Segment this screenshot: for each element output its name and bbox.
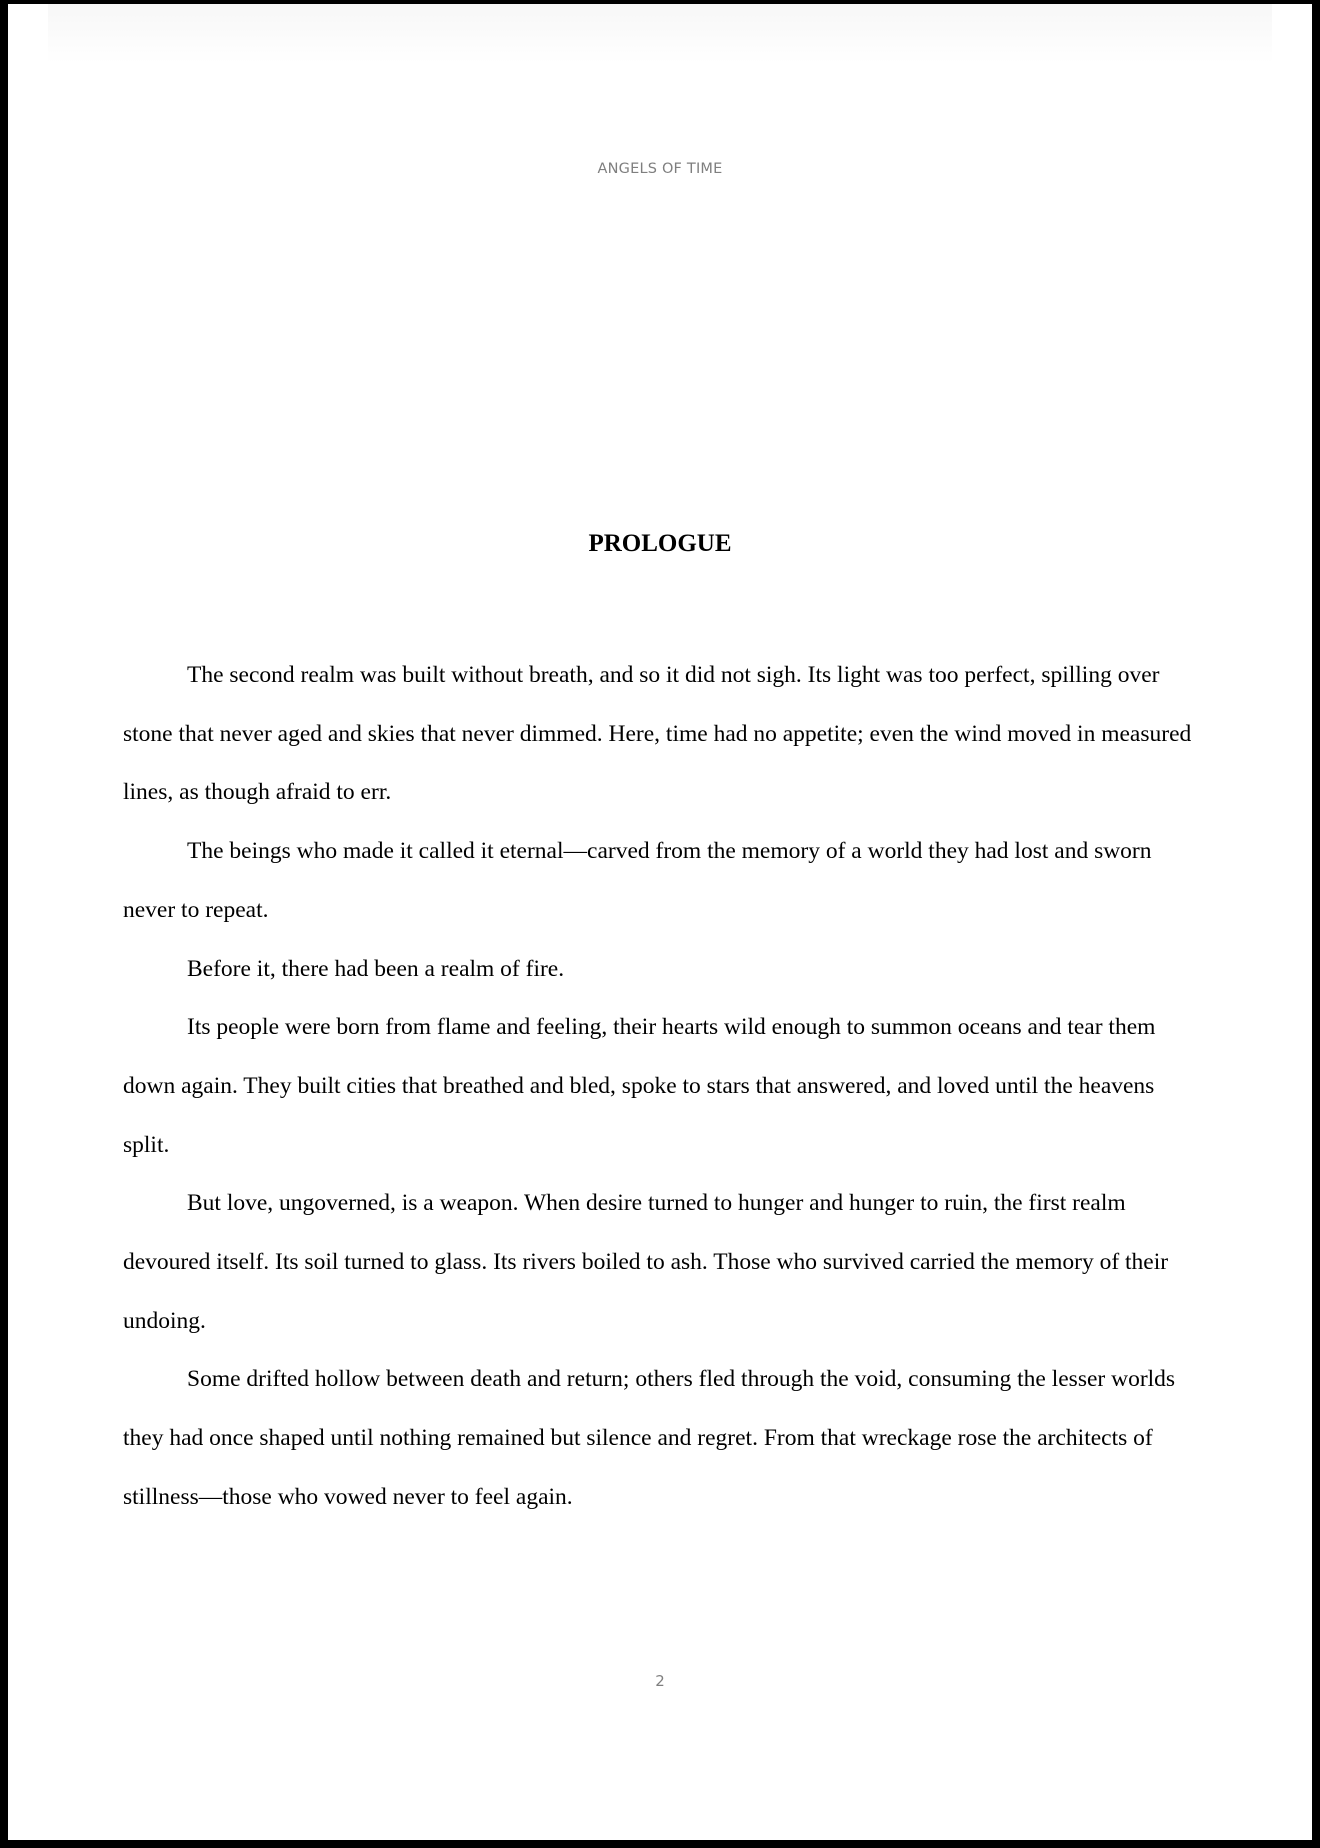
chapter-title: PROLOGUE [588, 530, 732, 557]
paragraph-2: The beings who made it called it eternal—carved from the memory of a world they had lost and sworn never to repeat. [123, 838, 1152, 923]
page-number: 2 [655, 1672, 665, 1690]
paragraph-4: Its people were born from flame and feeling, their hearts wild enough to summon oceans and tear them down again. They built cities that breathed and bled, spoke to stars that answered, and loved until the heavens split. [123, 1014, 1156, 1158]
page-top-shading [48, 4, 1272, 64]
chapter-body [123, 646, 1203, 1527]
paragraph-1: The second realm was built without breath, and so it did not sigh. Its light was too perfect, spilling over stone that never aged and skies that never dimmed. Here, time had no appetite; even the wind moved in measured lines, as though afraid to err. [123, 662, 1192, 806]
paragraph-6: Some drifted hollow between death and return; others fled through the void, consuming the lesser worlds they had once shaped until nothing remained but silence and regret. From that wreckage rose the architects of stillness—those who vowed never to feel again. [123, 1366, 1176, 1510]
paragraph-5: But love, ungoverned, is a weapon. When desire turned to hunger and hunger to ruin, the first realm devoured itself. Its soil turned to glass. Its rivers boiled to ash. Those who survived carried the memory of their undoing. [123, 1190, 1169, 1334]
running-header: ANGELS OF TIME [597, 161, 723, 177]
paragraph-3: Before it, there had been a realm of fire. [187, 955, 565, 982]
document-page [8, 4, 1312, 1840]
